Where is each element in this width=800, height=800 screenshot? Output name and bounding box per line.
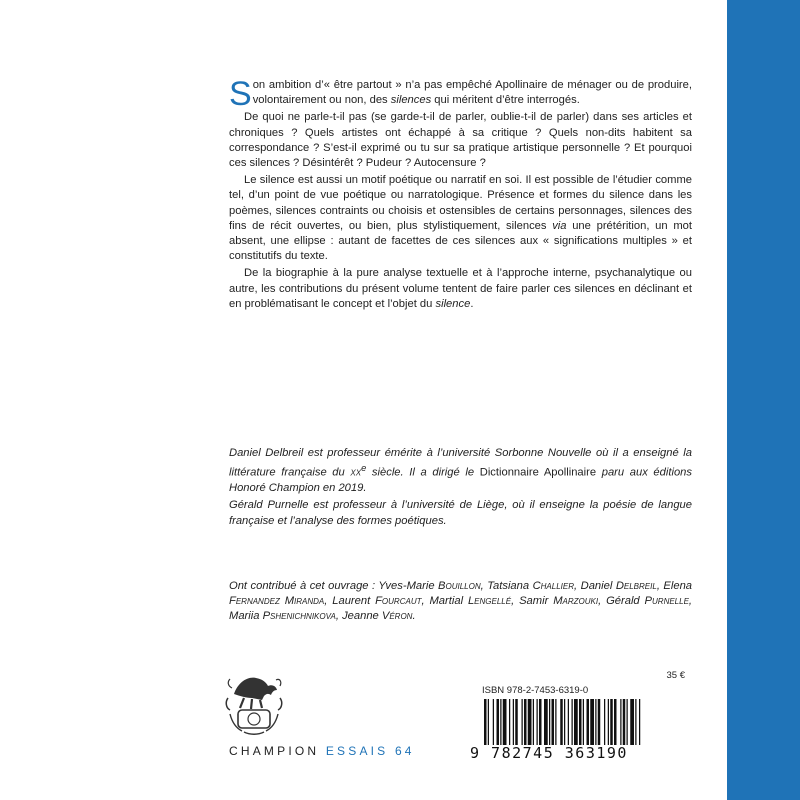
barcode-bar <box>552 699 555 745</box>
publisher-logo <box>222 668 286 738</box>
contributor-name: Tatsiana Challier <box>487 580 575 592</box>
contributors-list: Ont contribué à cet ouvrage : Yves-Marie Bouillon, Tatsiana Challier, Daniel Delbreil, Elena Fernandez Miranda, Laurent Fourcaut, Martial Lengellé, Samir Marzouki, Gérald Purnelle, Mariia Pshenichnikova, Jeanne Véron. <box>229 580 693 623</box>
barcode <box>482 699 687 745</box>
barcode-bar <box>608 699 609 745</box>
contributor-name: Yves-Marie Bouillon <box>378 580 481 592</box>
barcode-bar <box>503 699 507 745</box>
barcode-bar <box>623 699 626 745</box>
contributor-name: Jeanne Véron <box>342 610 413 623</box>
summary-text <box>229 75 692 314</box>
barcode-bar <box>572 699 573 745</box>
summary-paragraph-2: De quoi ne parle-t-il pas (se garde-t-il de parler, oublie-t-il de parler) dans ses articles et chroniques ? Quels artistes ont échappé à sa critique ? Quels non-dits habitent sa correspondance ? S’est-il exprimé ou tu sur sa pratique artistique personnelle ? Et pourquoi ces silences ? Désintérêt ? Pudeur ? Autocensure ? <box>229 111 692 170</box>
barcode-bar <box>620 699 621 745</box>
collection-name: ESSAIS <box>325 744 389 758</box>
price: 35 € <box>666 670 685 681</box>
bio-delbreil: Daniel Delbreil est professeur émérite à l’université Sorbonne Nouvelle où il a enseigné la littérature française du $xx^e$ siècle. Il a dirigé le Dictionnaire Apollinaire paru aux éditions Honoré Champion en 2019. <box>229 447 692 495</box>
barcode-bar <box>630 699 634 745</box>
barcode-digits: 9 782745 363190 <box>470 744 628 762</box>
bio-purnelle: Gérald Purnelle est professeur à l’université de Liège, où il enseigne la poésie de langue française et l’analyse des formes poétiques. <box>229 499 692 527</box>
barcode-bar <box>604 699 605 745</box>
barcode-bar <box>587 699 590 745</box>
publisher-name: CHAMPION <box>229 744 320 758</box>
contributor-name: Elena Fernandez Miranda <box>229 580 693 608</box>
barcode-bar <box>610 699 613 745</box>
barcode-bar <box>564 699 565 745</box>
barcode-bar <box>568 699 569 745</box>
barcode-bar <box>484 699 487 745</box>
barcode-bar <box>539 699 542 745</box>
drop-cap: S <box>229 75 252 113</box>
series-name <box>229 744 415 758</box>
summary-paragraph-1: Son ambition d’« être partout » n’a pas empêché Apollinaire de ménager ou de produire, volontairement ou non, des silences qui méritent d’être interrogés. <box>229 75 692 113</box>
contributor-name: Martial Lengellé <box>429 595 512 608</box>
barcode-bar <box>500 699 501 745</box>
barcode-bar <box>627 699 628 745</box>
barcode-bar <box>515 699 518 745</box>
barcode-bar <box>524 699 527 745</box>
contributor-name: Samir Marzouki <box>519 595 599 608</box>
barcode-bar <box>533 699 534 745</box>
summary-paragraph-4: De la biographie à la pure analyse textuelle et à l’approche interne, psychanalytique ou autre, les contributions du présent volume tentent de faire parler ces silences en déclinant et en problématisant le concept et l’objet du silence. <box>229 267 692 310</box>
barcode-bar <box>549 699 550 745</box>
barcode-bar <box>513 699 514 745</box>
collection-number: 64 <box>394 744 415 758</box>
barcode-bar <box>528 699 532 745</box>
contributor-name: Gérald Purnelle <box>606 595 689 608</box>
barcode-bar <box>493 699 494 745</box>
barcode-bar <box>639 699 640 745</box>
contributor-name: Daniel Delbreil <box>580 580 657 592</box>
barcode-bar <box>544 699 548 745</box>
spine-color-band <box>727 0 800 800</box>
barcode-bar <box>583 699 584 745</box>
contributor-name: Mariia Pshenichnikova <box>229 610 336 623</box>
barcode-bar <box>579 699 582 745</box>
author-bios <box>229 446 692 531</box>
barcode-bar <box>522 699 523 745</box>
barcode-bar <box>614 699 617 745</box>
isbn: ISBN 978-2-7453-6319-0 <box>482 685 589 696</box>
barcode-bar <box>560 699 563 745</box>
barcode-bar <box>595 699 596 745</box>
barcode-bar <box>497 699 500 745</box>
barcode-bar <box>635 699 636 745</box>
barcode-bar <box>509 699 510 745</box>
barcode-bar <box>574 699 578 745</box>
summary-paragraph-3: Le silence est aussi un motif poétique ou narratif en soi. Il est possible de l’étudier comme tel, d’un point de vue poétique ou narratologique. Présence et formes du silence dans les poèmes, silences contraints ou choisis et ostensibles de certains personnages, silences des fins de récit ouvertes, ou bien, plus stylistiquement, silences via une prétérition, un mot absent, une ellipse : autant de facettes de ces silences aux « significations multiples » et constitutifs du texte. <box>229 174 692 263</box>
barcode-bar <box>598 699 601 745</box>
barcode-bar <box>555 699 556 745</box>
barcode-bar <box>590 699 594 745</box>
barcode-bar <box>488 699 489 745</box>
contributor-name: Laurent Fourcaut <box>332 595 422 608</box>
barcode-bar <box>537 699 538 745</box>
contributor-names: Yves-Marie Bouillon, Tatsiana Challier, Daniel Delbreil, Elena Fernandez Miranda, Laurent Fourcaut, Martial Lengellé, Samir Marzouki, Gérald Purnelle, Mariia Pshenichnikova, Jeanne Véron. <box>229 580 693 623</box>
